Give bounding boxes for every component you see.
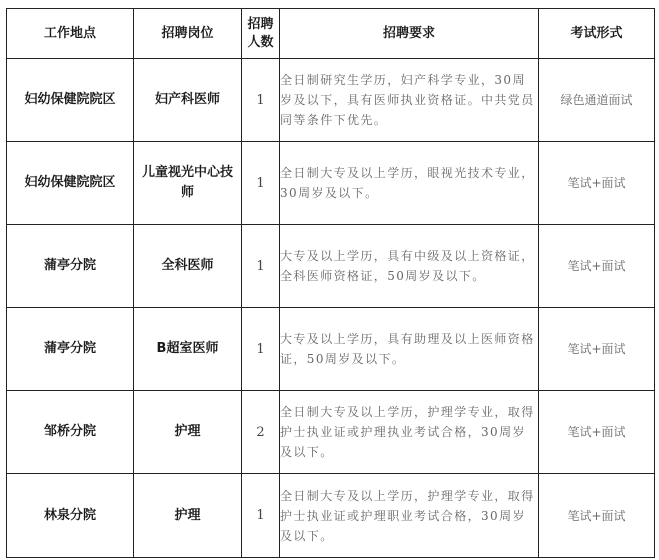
- cell-count: 2: [242, 391, 280, 474]
- cell-requirements: 大专及以上学历，具有助理及以上医师资格证，50周岁及以下。: [280, 308, 539, 391]
- cell-exam: [539, 391, 655, 474]
- exam-label: 笔试+面试: [567, 508, 626, 523]
- cell-position: [134, 59, 242, 142]
- exam-label: 笔试+面试: [567, 342, 626, 356]
- table-row: [7, 308, 655, 391]
- exam-label: 笔试+面试: [567, 425, 626, 439]
- header-count-label: 招聘人数: [247, 16, 274, 50]
- cell-location: 林泉分院: [7, 474, 134, 558]
- cell-count: 1: [242, 142, 280, 225]
- cell-position: [134, 308, 242, 391]
- cell-position: [134, 391, 242, 474]
- exam-label: 笔试+面试: [567, 176, 626, 190]
- recruitment-table: [6, 8, 655, 558]
- header-count: [242, 9, 280, 59]
- table-row: [7, 59, 655, 142]
- cell-requirements: 全日制研究生学历，妇产科学专业，30周岁及以下，具有医师执业资格证。中共党员同等条件下优先。: [280, 59, 539, 142]
- table-header: [7, 9, 655, 59]
- exam-label: 绿色通道面试: [560, 93, 633, 107]
- cell-count: 1: [242, 308, 280, 391]
- header-requirements: 招聘要求: [280, 9, 539, 59]
- cell-location: 妇幼保健院院区: [7, 59, 134, 142]
- cell-location: 妇幼保健院院区: [7, 142, 134, 225]
- table-row: [7, 142, 655, 225]
- cell-exam: [539, 59, 655, 142]
- cell-requirements: 全日制大专及以上学历，护理学专业，取得护士执业证或护理执业考试合格，30周岁及以下。: [280, 391, 539, 474]
- cell-location: 蒲亭分院: [7, 308, 134, 391]
- cell-location: 邹桥分院: [7, 391, 134, 474]
- header-exam: 考试形式: [539, 9, 655, 59]
- header-location: 工作地点: [7, 9, 134, 59]
- cell-exam: [539, 474, 655, 558]
- cell-count: 1: [242, 474, 280, 558]
- position-label: 全科医师: [161, 258, 214, 273]
- cell-requirements: 大专及以上学历，具有中级及以上资格证，全科医师资格证，50周岁及以下。: [280, 225, 539, 308]
- cell-location: 蒲亭分院: [7, 225, 134, 308]
- cell-count: 1: [242, 59, 280, 142]
- header-position: 招聘岗位: [134, 9, 242, 59]
- table-row: [7, 225, 655, 308]
- cell-position: [134, 142, 242, 225]
- position-label: 儿童视光中心技师: [141, 165, 233, 200]
- header-row: [7, 9, 655, 59]
- position-label: 护理: [174, 424, 201, 439]
- cell-requirements: 全日制大专及以上学历，眼视光技术专业，30周岁及以下。: [280, 142, 539, 225]
- cell-exam: [539, 225, 655, 308]
- cell-exam: [539, 142, 655, 225]
- cell-position: [134, 474, 242, 558]
- position-label: B超室医师: [156, 341, 219, 356]
- cell-count: 1: [242, 225, 280, 308]
- table-body: [7, 59, 655, 558]
- position-label: 妇产科医师: [154, 92, 220, 107]
- cell-requirements: 全日制大专及以上学历，护理学专业，取得护士执业证或护理职业考试合格，30周岁及以下。: [280, 474, 539, 558]
- table-row: [7, 391, 655, 474]
- table-row: [7, 474, 655, 558]
- cell-exam: [539, 308, 655, 391]
- position-label: 护理: [174, 507, 201, 523]
- exam-label: 笔试+面试: [567, 259, 626, 273]
- cell-position: [134, 225, 242, 308]
